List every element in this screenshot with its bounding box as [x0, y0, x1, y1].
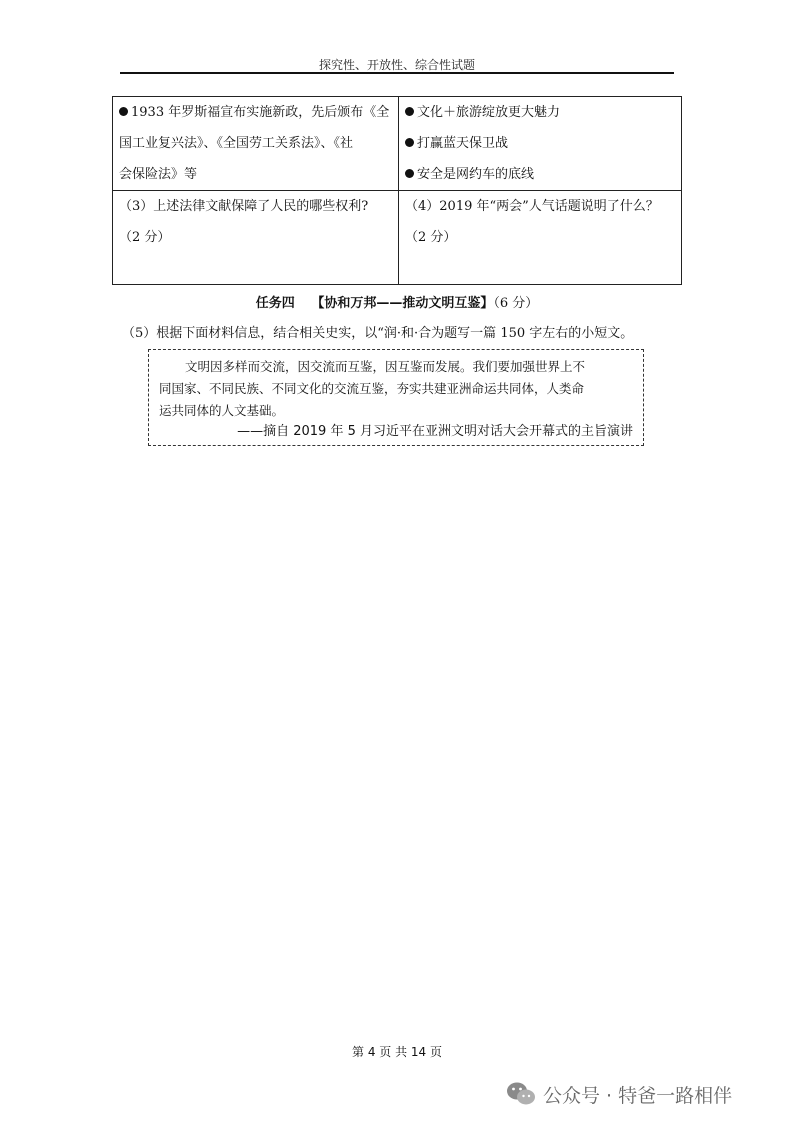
task-4-points: （6 分） — [493, 296, 539, 311]
quote-source: ——摘自 2019 年 5 月习近平在亚洲文明对话大会开幕式的主旨演讲 — [237, 424, 633, 439]
task-4-heading — [112, 292, 682, 311]
quote-line: 运共同体的人文基础。 — [159, 403, 285, 418]
question-table — [112, 96, 682, 285]
question-5-text: （5）根据下面材料信息，结合相关史实，以“润·和·合为题写一篇 150 字左右的小短文。 — [122, 326, 634, 341]
bullet-icon — [405, 107, 414, 116]
task-4-title: 【协和万邦——推动文明互鉴】 — [311, 296, 494, 311]
material-right-line: 打赢蓝天保卫战 — [405, 128, 675, 159]
question-3-text: （3）上述法律文献保障了人民的哪些权利? — [119, 199, 369, 214]
material-left-line: 会保险法》等 — [119, 167, 198, 182]
quote-line: 同国家、不同民族、不同文化的交流互鉴，夯实共建亚洲命运共同体，人类命 — [159, 381, 585, 396]
watermark — [505, 1078, 732, 1110]
bullet-icon — [119, 107, 128, 116]
quote-box — [148, 349, 644, 446]
question-4-text: （4）2019 年“两会”人气话题说明了什么？ — [405, 199, 659, 214]
question-4-cell — [399, 191, 682, 285]
watermark-text: 公众号 · 特爸一路相伴 — [543, 1084, 733, 1107]
page-number: 第 4 页 共 14 页 — [352, 1045, 442, 1059]
material-cell-left — [113, 97, 399, 191]
material-left-line: 国工业复兴法》、《全国劳工关系法》、《社 — [119, 136, 354, 151]
material-cell-right — [399, 97, 682, 191]
quote-line: 文明因多样而交流，因交流而互鉴，因互鉴而发展。我们要加强世界上不 — [185, 359, 586, 374]
wechat-icon — [505, 1078, 537, 1110]
material-left-line: 1933 年罗斯福宣布实施新政，先后颁布《全 — [119, 97, 392, 128]
bullet-icon — [405, 138, 414, 147]
material-right-line: 文化＋旅游绽放更大魅力 — [405, 97, 675, 128]
material-right-line: 安全是网约车的底线 — [405, 159, 675, 190]
question-4-points: （2 分） — [405, 230, 457, 245]
question-3-points: （2 分） — [119, 230, 171, 245]
page-header-title: 探究性、开放性、综合性试题 — [318, 58, 475, 72]
task-4-label: 任务四 — [255, 296, 295, 311]
header-rule — [120, 72, 674, 74]
bullet-icon — [405, 169, 414, 178]
question-3-cell — [113, 191, 399, 285]
